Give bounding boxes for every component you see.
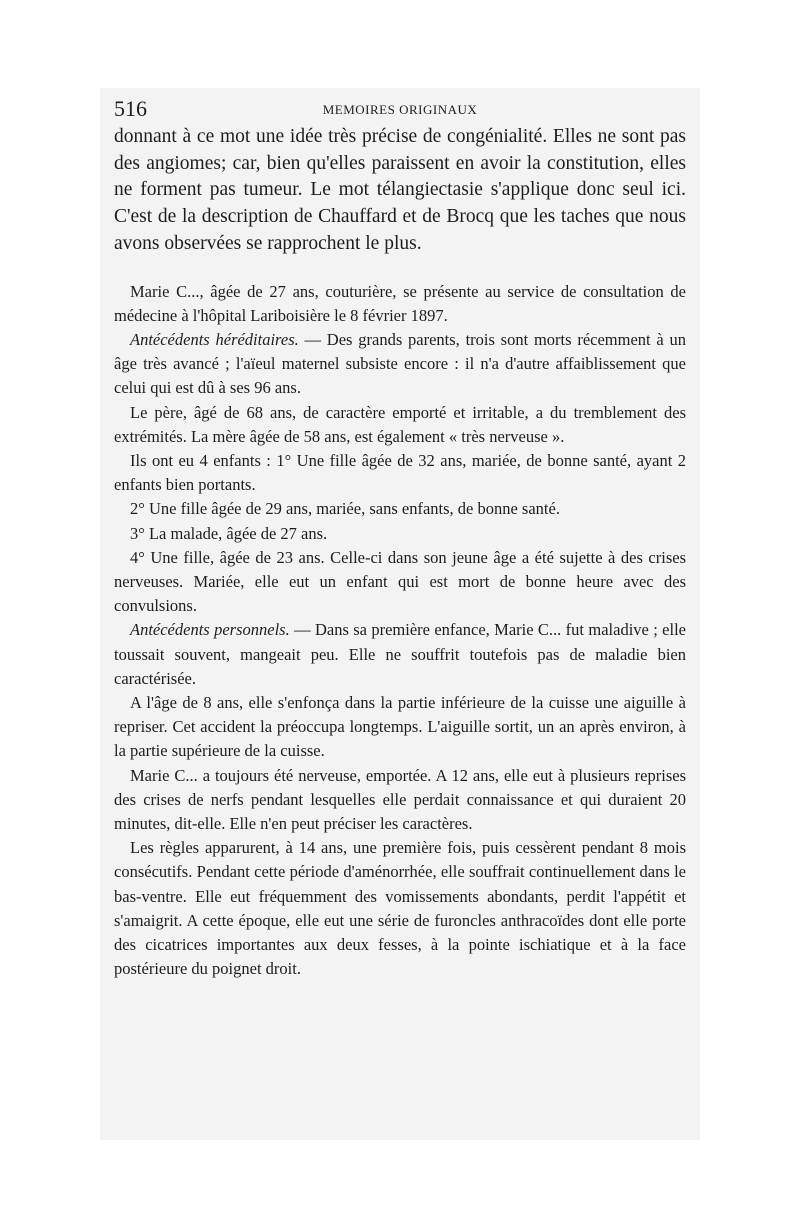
text-block: [114, 96, 686, 981]
case-paragraph-9: A l'âge de 8 ans, elle s'enfonça dans la partie inférieure de la cuisse une aiguille à repriser. Cet accident la préoccupa longtemps. L'aiguille sortit, un an après environ, à la partie supérieure de la cuisse.: [114, 692, 686, 761]
case-paragraph-8: [114, 618, 686, 691]
personal-heading: Antécédents personnels.: [130, 620, 290, 640]
case-paragraph-11: Les règles apparurent, à 14 ans, une première fois, puis cessèrent pendant 8 mois consécutifs. Pendant cette période d'aménorrhée, elle souffrait continuellement dans le bas-ventre. Elle eut fréquemment des vomissements abondants, perdit l'appétit et s'amaigrit. A cette époque, elle eut une série de furoncles anthracoïdes dont elle porte des cicatrices importantes aux deux fesses, à la pointe ischiatique et à la face postérieure du poignet droit.: [114, 838, 686, 979]
hereditary-heading: Antécédents héréditaires.: [130, 329, 299, 349]
case-paragraph-7: 4° Une fille, âgée de 23 ans. Celle-ci dans son jeune âge a été sujette à des crises nerveuses. Mariée, elle eut un enfant qui est mort de bonne heure avec des convulsions.: [114, 547, 686, 616]
case-paragraph-2: [114, 328, 686, 401]
case-paragraph-4: Ils ont eu 4 enfants : 1° Une fille âgée de 32 ans, mariée, de bonne santé, ayant 2 enfants bien portants.: [114, 450, 686, 495]
case-paragraph-1: Marie C..., âgée de 27 ans, couturière, se présente au service de consultation de médecine à l'hôpital Lariboisière le 8 février 1897.: [114, 281, 686, 325]
page-header: [114, 96, 686, 124]
hereditary-text: — Des grands parents, trois sont morts récemment à un âge très avancé ; l'aïeul maternel subsiste encore : il n'a d'autre affaiblissement que celui qui est dû à ses 96 ans.: [114, 329, 686, 398]
case-paragraph-6: 3° La malade, âgée de 27 ans.: [130, 523, 328, 543]
case-paragraph-5: 2° Une fille âgée de 29 ans, mariée, sans enfants, de bonne santé.: [130, 499, 560, 519]
case-paragraph-10: Marie C... a toujours été nerveuse, emportée. A 12 ans, elle eut à plusieurs reprises des crises de nerfs pendant lesquelles elle perdait connaissance et qui duraient 20 minutes, dit-elle. Elle n'en peut préciser les caractères.: [114, 765, 686, 833]
page-number: 516: [114, 96, 147, 121]
case-report: [114, 280, 686, 982]
intro-paragraph: donnant à ce mot une idée très précise de congénialité. Elles ne sont pas des angiomes; car, bien qu'elles paraissent en avoir la constitution, elles ne forment pas tumeur. Le mot télangiectasie s'applique donc seul ici. C'est de la description de Chauffard et de Brocq que les taches que nous avons observées se rapprochent le plus.: [114, 126, 686, 254]
intro-section: [114, 124, 686, 258]
personal-text: — Dans sa première enfance, Marie C... fut maladive ; elle toussait souvent, mangeait peu. Elle ne souffrit toutefois pas de maladie bien caractérisée.: [114, 620, 686, 688]
case-paragraph-3: Le père, âgé de 68 ans, de caractère emporté et irritable, a du tremblement des extrémités. La mère âgée de 58 ans, est également « très nerveuse ».: [114, 402, 686, 446]
running-head: MEMOIRES ORIGINAUX: [322, 102, 478, 117]
